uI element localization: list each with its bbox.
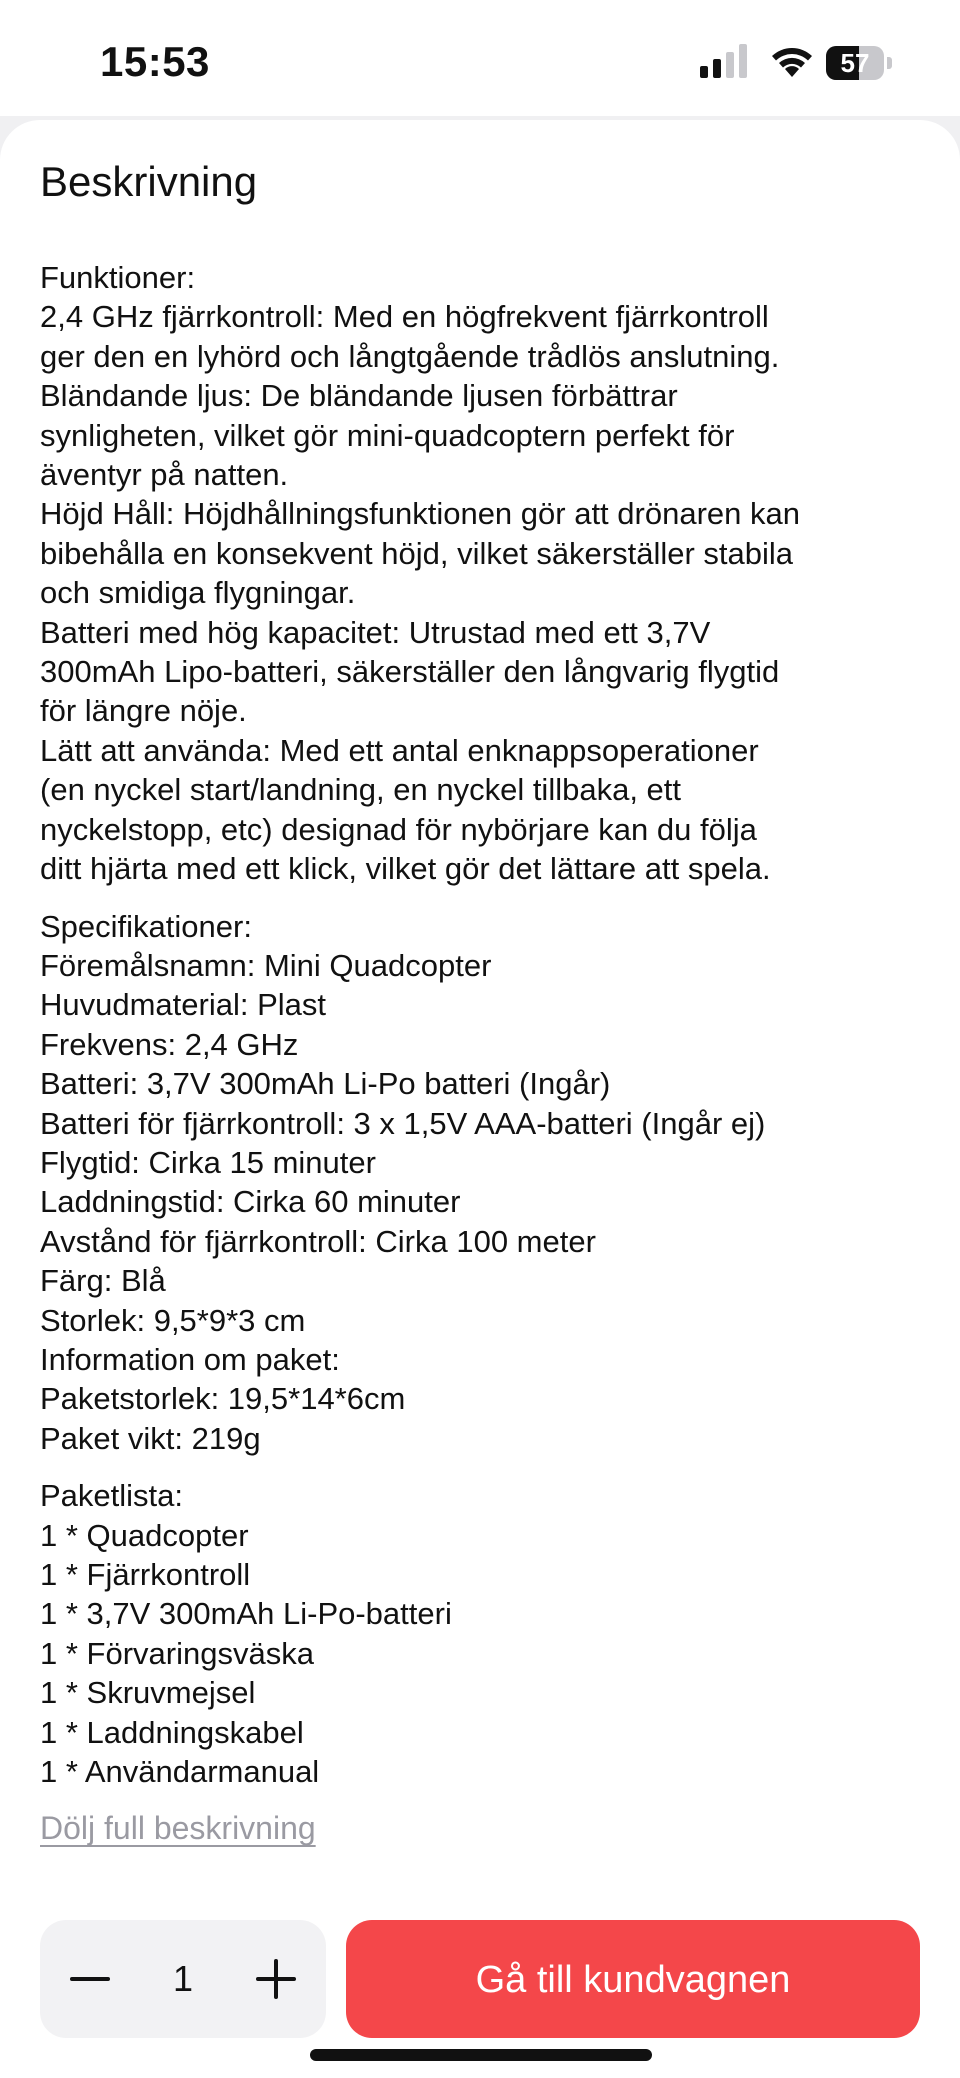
- increase-quantity-button[interactable]: [226, 1920, 326, 2038]
- hide-full-description-link[interactable]: Dölj full beskrivning: [40, 1810, 316, 1847]
- description-line: Batteri: 3,7V 300mAh Li-Po batteri (Ingår): [40, 1066, 611, 1102]
- description-line: nyckelstopp, etc) designad för nybörjare kan du följa: [40, 811, 757, 847]
- description-line: för längre nöje.: [40, 693, 247, 729]
- description-line: 2,4 GHz fjärrkontroll: Med en högfrekvent fjärrkontroll: [40, 299, 769, 335]
- battery-icon: [826, 46, 892, 80]
- description-line: 1 * Laddningskabel: [40, 1714, 304, 1750]
- description-line: Färg: Blå: [40, 1263, 166, 1299]
- description-line: Höjd Håll: Höjdhållningsfunktionen gör att drönaren kan: [40, 496, 800, 532]
- description-line: Paketstorlek: 19,5*14*6cm: [40, 1381, 406, 1417]
- description-line: synligheten, vilket gör mini-quadcoptern perfekt för: [40, 417, 735, 453]
- description-line: Batteri för fjärrkontroll: 3 x 1,5V AAA-batteri (Ingår ej): [40, 1105, 766, 1141]
- description-line: Information om paket:: [40, 1341, 340, 1377]
- signal-bar: [700, 66, 708, 78]
- description-line: 1 * Fjärrkontroll: [40, 1557, 251, 1592]
- description-line: Laddningstid: Cirka 60 minuter: [40, 1184, 461, 1220]
- description-line: (en nyckel start/landning, en nyckel tillbaka, ett: [40, 772, 682, 808]
- description-line: och smidiga flygningar.: [40, 575, 356, 611]
- description-line: Lätt att använda: Med ett antal enknappsoperationer: [40, 732, 759, 768]
- features-block: [40, 258, 930, 889]
- description-line: Frekvens: 2,4 GHz: [40, 1026, 299, 1062]
- description-line: bibehålla en konsekvent höjd, vilket säkerställer stabila: [40, 535, 794, 571]
- description-line: Huvudmaterial: Plast: [40, 987, 327, 1023]
- battery-body: [826, 46, 884, 80]
- description-heading: Specifikationer:: [40, 908, 252, 944]
- section-title: Beskrivning: [40, 158, 258, 205]
- description-line: ditt hjärta med ett klick, vilket gör det lättare att spela.: [40, 851, 771, 887]
- minus-icon: [68, 1957, 112, 2001]
- description-line: Paket vikt: 219g: [40, 1420, 261, 1456]
- package-list-block: [40, 1476, 930, 1791]
- description-line: 1 * Förvaringsväska: [40, 1635, 314, 1671]
- description-line: 300mAh Lipo-batteri, säkerställer den långvarig flygtid: [40, 654, 780, 690]
- status-time: 15:53: [100, 38, 210, 85]
- quantity-value[interactable]: 1: [172, 1958, 194, 1999]
- home-indicator: [310, 2049, 652, 2061]
- description-body: [40, 258, 930, 1849]
- battery-level: 57: [840, 48, 870, 78]
- cellular-signal-icon: [700, 44, 748, 78]
- description-line: 1 * Quadcopter: [40, 1517, 249, 1553]
- status-bar: [0, 0, 960, 116]
- description-line: ger den en lyhörd och långtgående trådlös anslutning.: [40, 338, 780, 374]
- signal-bar: [713, 59, 721, 78]
- description-heading: Paketlista:: [40, 1478, 184, 1514]
- description-line: 1 * 3,7V 300mAh Li-Po-batteri: [40, 1596, 452, 1632]
- description-line: 1 * Skruvmejsel: [40, 1675, 256, 1711]
- description-heading: Funktioner:: [40, 260, 196, 295]
- description-line: Storlek: 9,5*9*3 cm: [40, 1302, 306, 1338]
- go-to-cart-button[interactable]: Gå till kundvagnen: [346, 1920, 920, 2038]
- description-card: [0, 120, 960, 1900]
- quantity-stepper: [40, 1920, 326, 2038]
- description-line: Avstånd för fjärrkontroll: Cirka 100 meter: [40, 1223, 596, 1259]
- decrease-quantity-button[interactable]: [40, 1920, 140, 2038]
- wifi-icon: [770, 44, 814, 78]
- description-line: Bländande ljus: De bländande ljusen förbättrar: [40, 378, 678, 414]
- specifications-block: [40, 907, 930, 1459]
- battery-tip: [887, 57, 892, 69]
- description-line: äventyr på natten.: [40, 457, 289, 493]
- plus-icon: [254, 1957, 298, 2001]
- signal-bar: [739, 44, 747, 78]
- description-line: Föremålsnamn: Mini Quadcopter: [40, 947, 492, 983]
- description-line: 1 * Användarmanual: [40, 1754, 320, 1790]
- description-line: Flygtid: Cirka 15 minuter: [40, 1144, 376, 1180]
- description-line: Batteri med hög kapacitet: Utrustad med ett 3,7V: [40, 614, 711, 650]
- signal-bar: [726, 52, 734, 78]
